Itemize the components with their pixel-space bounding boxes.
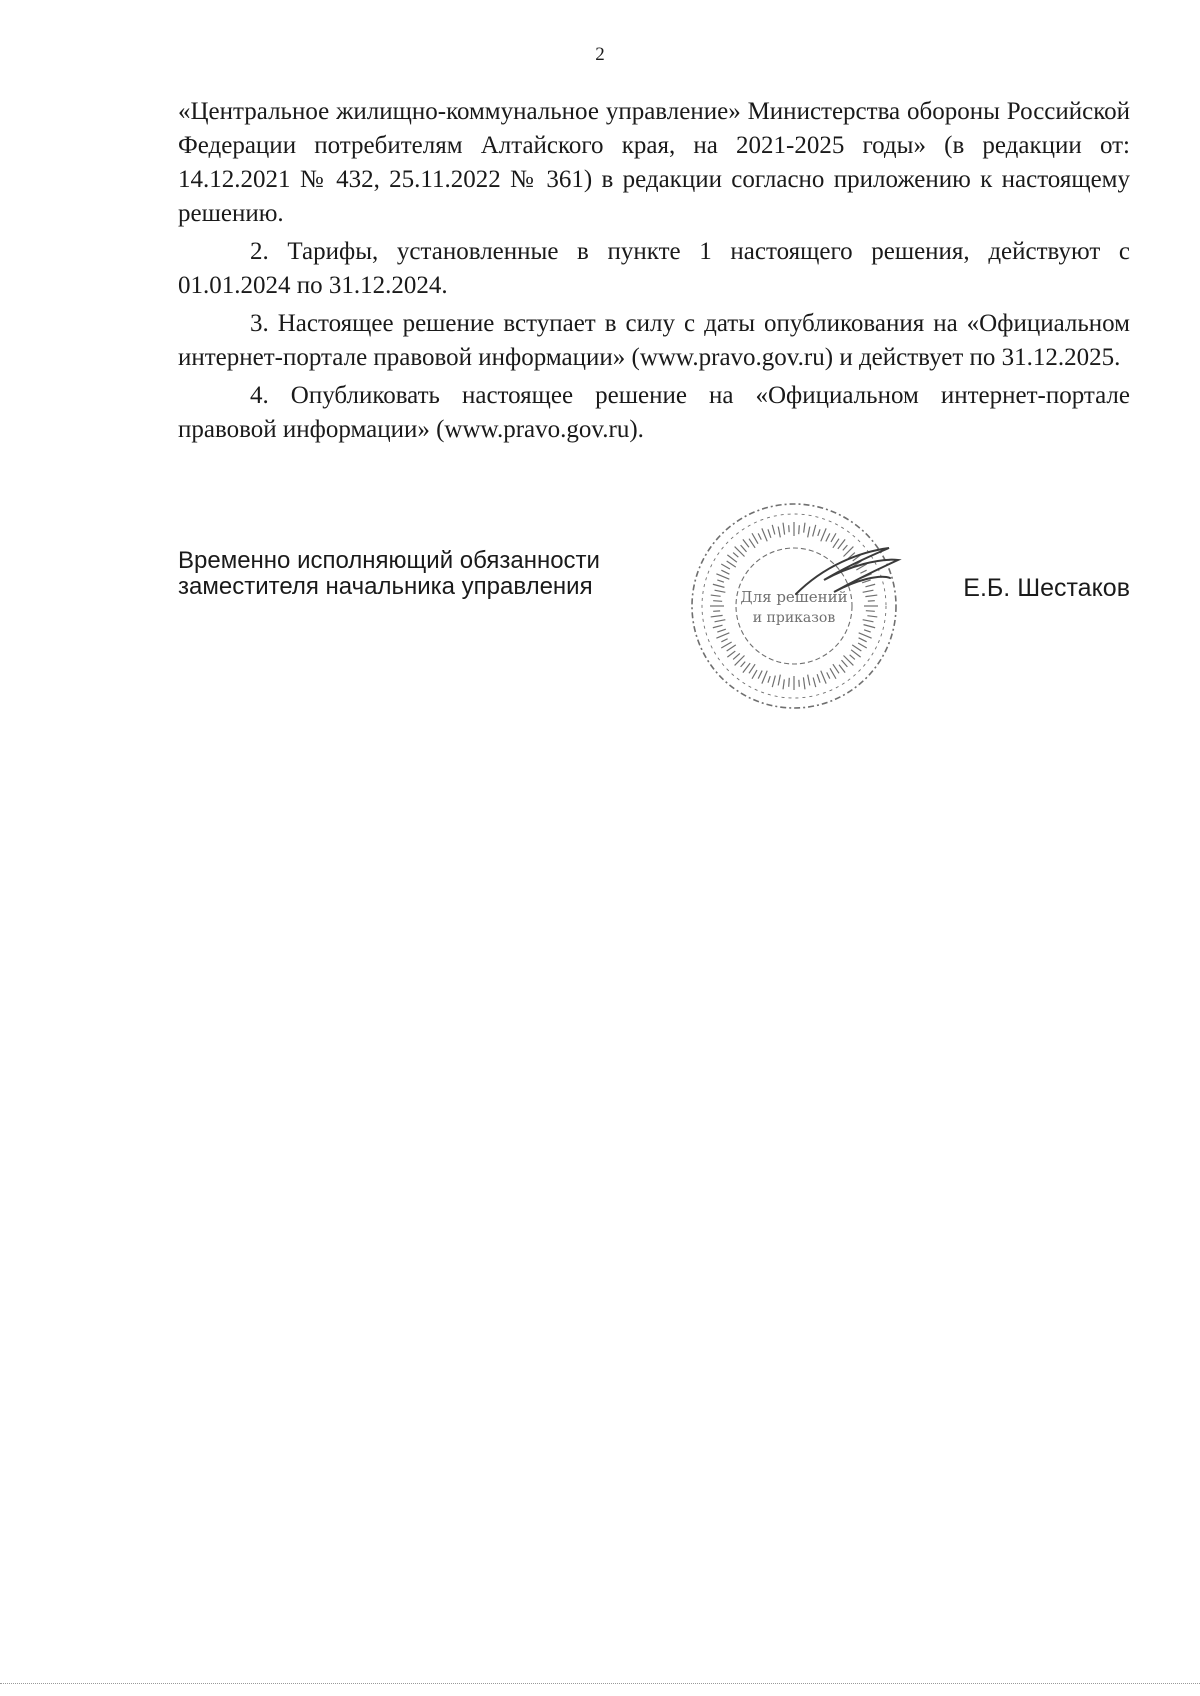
stamp-lettering-mark — [721, 642, 731, 648]
stamp-lettering-mark — [843, 545, 848, 550]
stamp-lettering-mark — [803, 677, 805, 689]
signer-name: Е.Б. Шестаков — [963, 574, 1130, 602]
stamp-lettering-mark — [821, 528, 826, 541]
stamp-lettering-mark — [804, 523, 805, 533]
stamp-lettering-mark — [733, 553, 738, 558]
stamp-lettering-mark — [813, 677, 816, 687]
stamp-lettering-mark — [743, 539, 749, 547]
stamp-lettering-mark — [813, 525, 816, 537]
page-number: 2 — [595, 44, 605, 65]
stamp-lettering-mark — [758, 671, 762, 679]
signer-position-line-1: Временно исполняющий обязанности — [178, 547, 600, 574]
stamp-lettering-mark — [821, 671, 826, 684]
stamp-center-text-line-2: и приказов — [752, 610, 836, 626]
stamp-lettering-mark — [858, 643, 867, 648]
stamp-lettering-mark — [772, 676, 775, 688]
document-body — [178, 95, 1130, 451]
stamp-lettering-mark — [762, 528, 767, 541]
stamp-lettering-mark — [758, 533, 761, 539]
stamp-lettering-mark — [778, 527, 780, 538]
stamp-lettering-mark — [783, 523, 785, 535]
stamp-center-text-line-1: Для решений — [740, 588, 848, 606]
stamp-lettering-mark — [808, 527, 810, 538]
stamp-lettering-mark — [863, 590, 874, 592]
stamp-lettering-mark — [778, 675, 780, 686]
stamp-lettering-mark — [717, 580, 724, 582]
stamp-lettering-mark — [867, 616, 877, 617]
stamp-lettering-mark — [827, 672, 830, 678]
stamp-lettering-mark — [752, 670, 757, 679]
stamp-lettering-mark — [715, 590, 726, 592]
stamp-lettering-mark — [711, 595, 721, 596]
stamp-lettering-mark — [859, 633, 872, 638]
stamp-lettering-mark — [839, 665, 845, 673]
stamp-lettering-mark — [859, 638, 867, 642]
stamp-lettering-mark — [727, 651, 735, 657]
stamp-lettering-mark — [864, 630, 871, 632]
stamp-lettering-mark — [818, 529, 820, 536]
stamp-lettering-mark — [768, 529, 771, 538]
stamp-lettering-mark — [841, 660, 847, 667]
stamp-lettering-mark — [713, 625, 723, 628]
scan-edge-line — [0, 1683, 1200, 1685]
stamp-lettering-mark — [851, 650, 861, 657]
stamp-lettering-mark — [850, 655, 855, 660]
stamp-lettering-mark — [752, 533, 758, 543]
stamp-lettering-mark — [838, 539, 845, 549]
stamp-lettering-mark — [716, 633, 729, 638]
stamp-lettering-mark — [727, 561, 736, 567]
signer-position-line-2: заместителя начальника управления — [178, 573, 593, 600]
signer-position — [178, 548, 600, 600]
stamp-lettering-mark — [716, 574, 729, 579]
stamp-lettering-mark — [860, 570, 866, 573]
stamp-lettering-mark — [833, 539, 839, 548]
stamp-lettering-mark — [717, 629, 726, 632]
paragraph-3: 3. Настоящее решение вступает в силу с даты опубликования на «Официальном интернет-портале правовой информации» (www.pravo.gov.ru) и действует по 31.12.2025. — [178, 310, 1130, 371]
stamp-lettering-mark — [721, 570, 729, 574]
stamp-lettering-mark — [721, 639, 727, 642]
stamp-lettering-mark — [749, 539, 755, 548]
paragraph-2: 2. Тарифы, установленные в пункте 1 настоящего решения, действуют с 01.01.2024 по 31.12.2024. — [178, 238, 1130, 299]
stamp-lettering-mark — [830, 668, 836, 678]
paragraph-4: 4. Опубликовать настоящее решение на «Официальном интернет-портале правовой информации» (www.pravo.gov.ru). — [178, 382, 1130, 443]
official-stamp — [684, 496, 904, 716]
stamp-lettering-mark — [727, 555, 737, 562]
stamp-lettering-mark — [783, 679, 784, 689]
stamp-lettering-mark — [749, 664, 755, 673]
stamp-lettering-mark — [808, 675, 810, 686]
stamp-lettering-mark — [715, 620, 726, 622]
stamp-lettering-mark — [713, 601, 722, 602]
stamp-lettering-mark — [864, 625, 876, 628]
stamp-lettering-mark — [789, 678, 790, 687]
stamp-lettering-mark — [865, 595, 877, 597]
stamp-lettering-mark — [863, 620, 874, 622]
stamp-lettering-mark — [826, 533, 830, 541]
paragraph-continuation: «Центральное жилищно-коммунальное управление» Министерства обороны Российской Федерации потребителям Алтайского края, на 2021-2025 годы» (в редакции от: 14.12.2021 № 432, 25.11.2022 № 361) в редакции согласно приложению к настоящему решению. — [178, 98, 1130, 227]
stamp-lettering-mark — [711, 615, 723, 617]
stamp-lettering-mark — [865, 584, 875, 587]
stamp-lettering-mark — [817, 674, 820, 683]
stamp-lettering-mark — [733, 653, 740, 659]
stamp-lettering-mark — [768, 676, 770, 683]
stamp-lettering-mark — [721, 564, 730, 569]
stamp-lettering-mark — [772, 525, 775, 535]
stamp-lettering-mark — [727, 645, 736, 651]
stamp-lettering-mark — [799, 525, 800, 534]
stamp-lettering-mark — [852, 645, 861, 651]
stamp-lettering-mark — [833, 664, 839, 673]
stamp-lettering-mark — [831, 533, 836, 542]
signature-block — [178, 548, 1130, 718]
stamp-lettering-mark — [866, 611, 875, 612]
stamp-lettering-mark — [741, 545, 747, 552]
stamp-lettering-mark — [743, 663, 750, 673]
stamp-lettering-mark — [713, 584, 725, 587]
stamp-lettering-mark — [762, 671, 767, 684]
stamp-lettering-mark — [741, 662, 746, 667]
